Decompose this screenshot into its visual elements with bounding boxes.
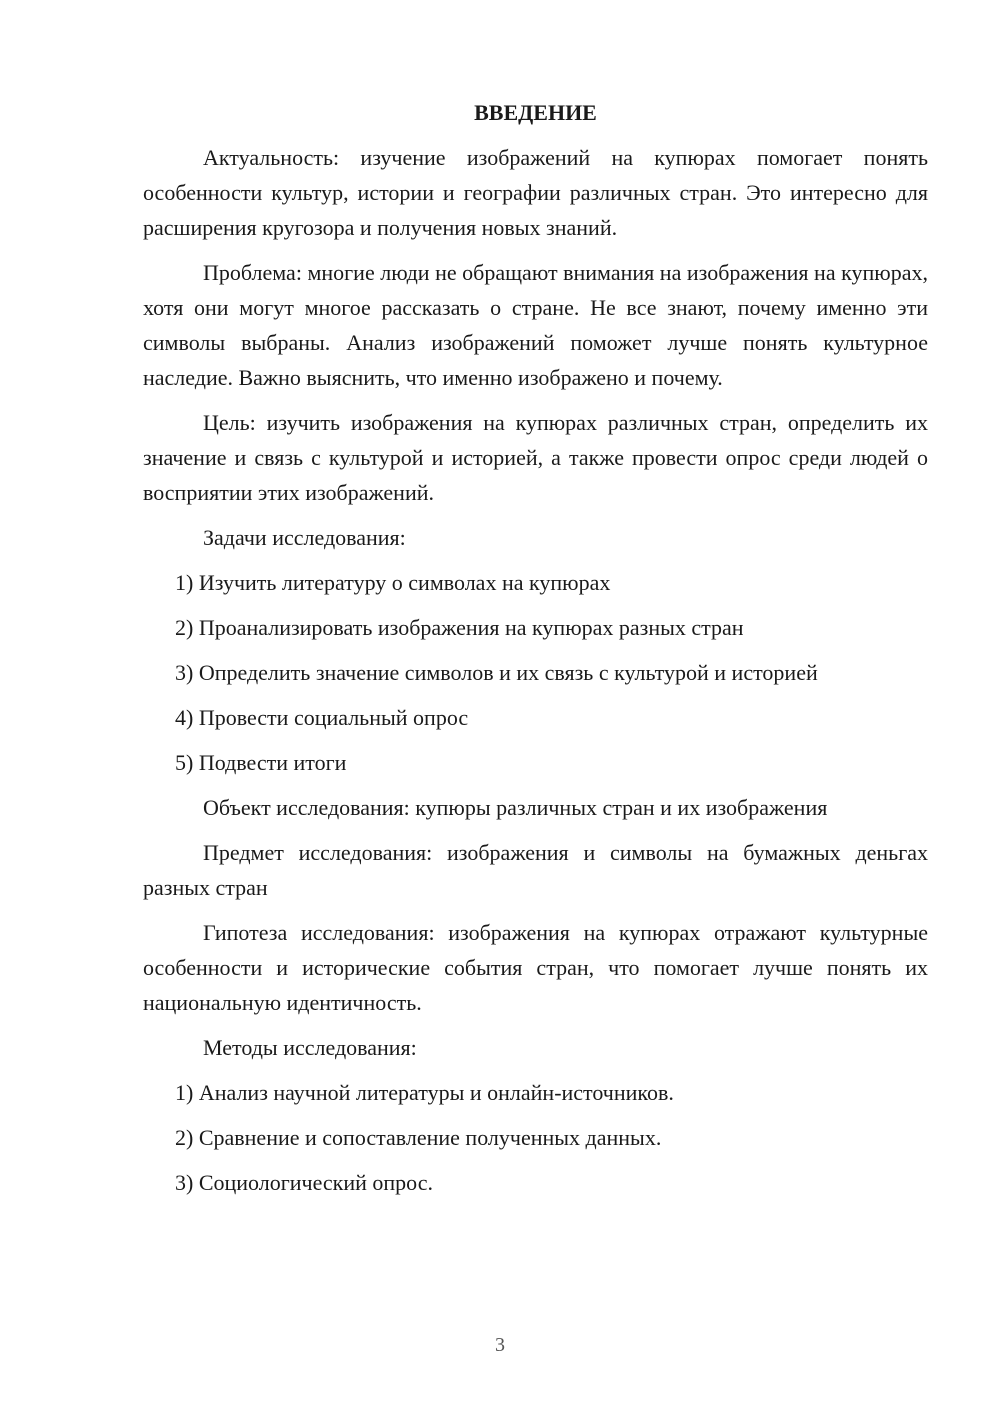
task-item: 2) Проанализировать изображения на купюрах разных стран xyxy=(175,615,744,640)
task-item: 3) Определить значение символов и их связь с культурой и историей xyxy=(175,660,818,685)
method-item: 2) Сравнение и сопоставление полученных данных. xyxy=(175,1125,662,1150)
section-title: ВВЕДЕНИЕ xyxy=(474,100,597,125)
object-paragraph: Объект исследования: купюры различных стран и их изображения xyxy=(203,795,828,820)
method-item: 3) Социологический опрос. xyxy=(175,1170,433,1195)
task-item: 5) Подвести итоги xyxy=(175,750,347,775)
methods-list xyxy=(143,1075,928,1200)
page-content xyxy=(143,95,928,1210)
method-item: 1) Анализ научной литературы и онлайн-источников. xyxy=(175,1080,674,1105)
goal-paragraph: Цель: изучить изображения на купюрах различных стран, определить их значение и связь с культурой и историей, а также провести опрос среди людей о восприятии этих изображений. xyxy=(143,410,928,505)
tasks-list xyxy=(143,565,928,780)
problem-paragraph: Проблема: многие люди не обращают внимания на изображения на купюрах, хотя они могут многое рассказать о стране. Не все знают, почему именно эти символы выбраны. Анализ изображений поможет лучше понять культурное наследие. Важно выяснить, что именно изображено и почему. xyxy=(143,260,928,390)
methods-heading: Методы исследования: xyxy=(203,1035,417,1060)
relevance-paragraph: Актуальность: изучение изображений на купюрах помогает понять особенности культур, истории и географии различных стран. Это интересно для расширения кругозора и получения новых знаний. xyxy=(143,145,928,240)
subject-paragraph: Предмет исследования: изображения и символы на бумажных деньгах разных стран xyxy=(143,840,928,900)
task-item: 1) Изучить литературу о символах на купюрах xyxy=(175,570,611,595)
page-number: 3 xyxy=(495,1334,505,1356)
task-item: 4) Провести социальный опрос xyxy=(175,705,469,730)
tasks-heading: Задачи исследования: xyxy=(203,525,406,550)
hypothesis-paragraph: Гипотеза исследования: изображения на купюрах отражают культурные особенности и исторические события стран, что помогает лучше понять их национальную идентичность. xyxy=(143,920,928,1015)
